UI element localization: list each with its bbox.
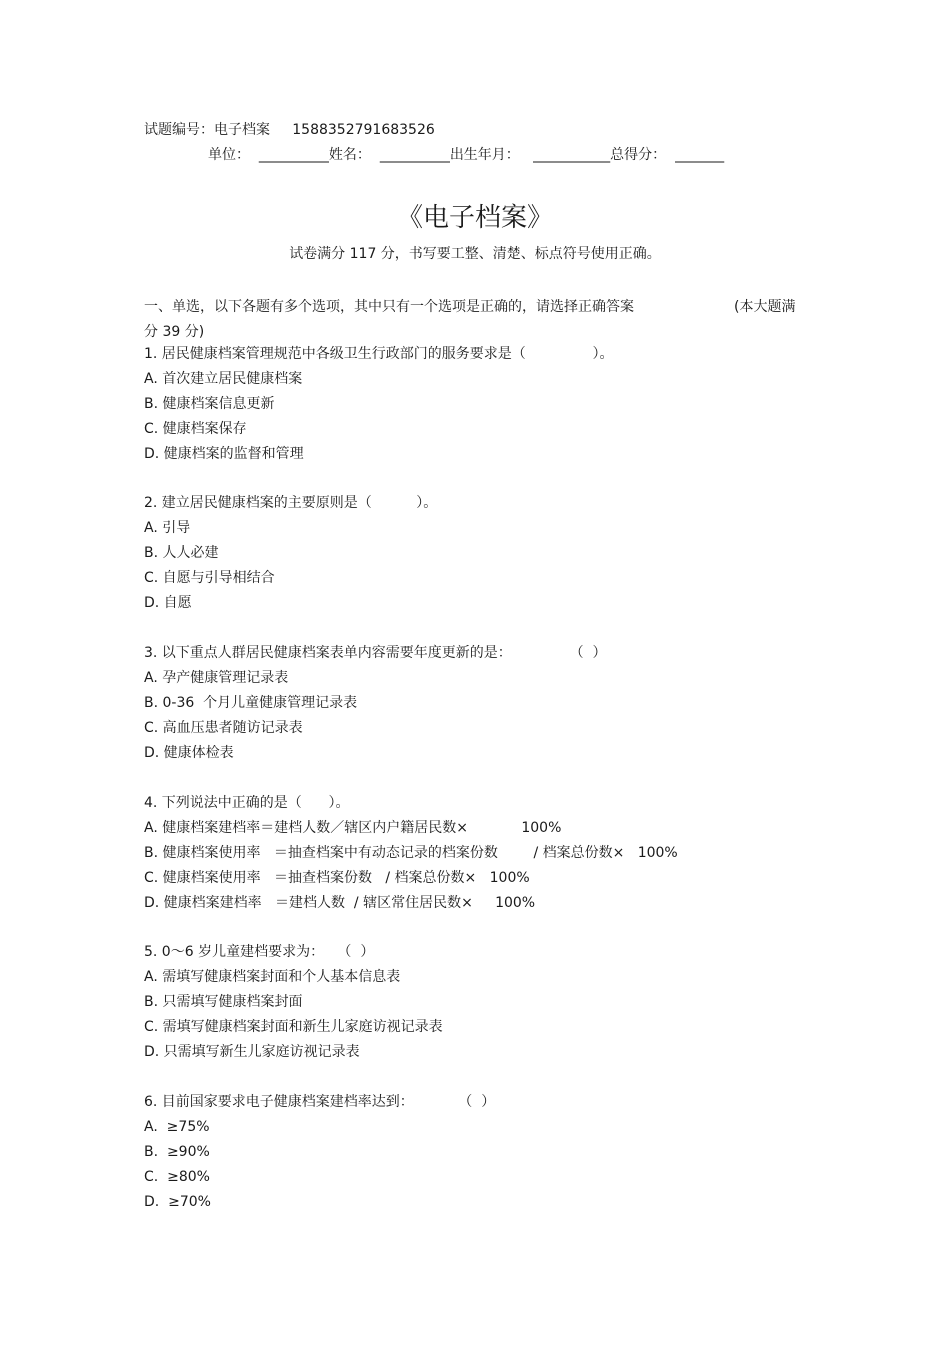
option-d: D. 健康档案的监督和管理 [144, 446, 304, 462]
name-blank: __________ [379, 147, 450, 163]
question-2 [144, 491, 437, 616]
section-heading-right: (本大题满 [734, 299, 796, 315]
option-a: A. 需填写健康档案封面和个人基本信息表 [144, 969, 401, 985]
page-title: 《电子档案》 [396, 203, 553, 233]
question-stem: 1. 居民健康档案管理规范中各级卫生行政部门的服务要求是（ ）。 [144, 346, 614, 362]
question-1 [144, 342, 614, 467]
option-a: A. 引导 [144, 520, 191, 536]
unit-label: 单位： [208, 147, 250, 163]
option-b: B. 只需填写健康档案封面 [144, 994, 303, 1010]
question-stem: 2. 建立居民健康档案的主要原则是（ ）。 [144, 495, 438, 511]
option-d: D. 自愿 [144, 595, 192, 611]
question-6 [144, 1090, 495, 1215]
exam-id-label: 试题编号：电子档案 [144, 122, 270, 138]
option-c: C. 需填写健康档案封面和新生儿家庭访视记录表 [144, 1019, 443, 1035]
score-label: 总得分： [610, 147, 667, 163]
option-a: A. ≥75% [144, 1119, 210, 1135]
option-c: C. ≥80% [144, 1169, 210, 1185]
option-b: B. 健康档案使用率 ＝抽查档案中有动态记录的档案份数 / 档案总份数× 100% [144, 845, 678, 861]
option-d: D. 只需填写新生儿家庭访视记录表 [144, 1044, 360, 1060]
section-heading [144, 295, 804, 345]
page-subtitle: 试卷满分 117 分，书写要工整、清楚、标点符号使用正确。 [289, 246, 661, 262]
option-c: C. 自愿与引导相结合 [144, 570, 275, 586]
birth-label: 出生年月： [449, 147, 520, 163]
option-d: D. ≥70% [144, 1194, 211, 1210]
section-heading-line2: 分 39 分) [144, 324, 205, 340]
question-stem: 5. 0～6 岁儿童建档要求为： （ ） [144, 944, 375, 960]
option-c: C. 健康档案保存 [144, 421, 247, 437]
birth-blank: ___________ [533, 147, 611, 163]
option-b: B. 人人必建 [144, 545, 219, 561]
option-b: B. ≥90% [144, 1144, 210, 1160]
score-blank: _______ [675, 147, 725, 163]
question-5 [144, 940, 443, 1065]
candidate-info-line [208, 145, 724, 165]
exam-id-value: 1588352791683526 [292, 122, 435, 138]
question-stem: 6. 目前国家要求电子健康档案建档率达到： （ ） [144, 1094, 496, 1110]
option-c: C. 健康档案使用率 ＝抽查档案份数 / 档案总份数× 100% [144, 870, 530, 886]
question-stem: 3. 以下重点人群居民健康档案表单内容需要年度更新的是： （ ） [144, 645, 607, 661]
option-c: C. 高血压患者随访记录表 [144, 720, 303, 736]
unit-blank: __________ [258, 147, 329, 163]
question-4 [144, 791, 678, 916]
question-3 [144, 641, 607, 766]
exam-id-line [144, 120, 435, 140]
option-a: A. 首次建立居民健康档案 [144, 371, 303, 387]
option-d: D. 健康体检表 [144, 745, 234, 761]
name-label: 姓名： [328, 147, 371, 163]
option-a: A. 孕产健康管理记录表 [144, 670, 289, 686]
option-b: B. 健康档案信息更新 [144, 396, 275, 412]
section-heading-line1: 一、单选，以下各题有多个选项，其中只有一个选项是正确的，请选择正确答案 [144, 299, 634, 315]
option-b: B. 0-36 个月儿童健康管理记录表 [144, 695, 358, 711]
question-stem: 4. 下列说法中正确的是（ ）。 [144, 795, 350, 811]
option-d: D. 健康档案建档率 ＝建档人数 / 辖区常住居民数× 100% [144, 895, 536, 911]
option-a: A. 健康档案建档率＝建档人数／辖区内户籍居民数× 100% [144, 820, 562, 836]
